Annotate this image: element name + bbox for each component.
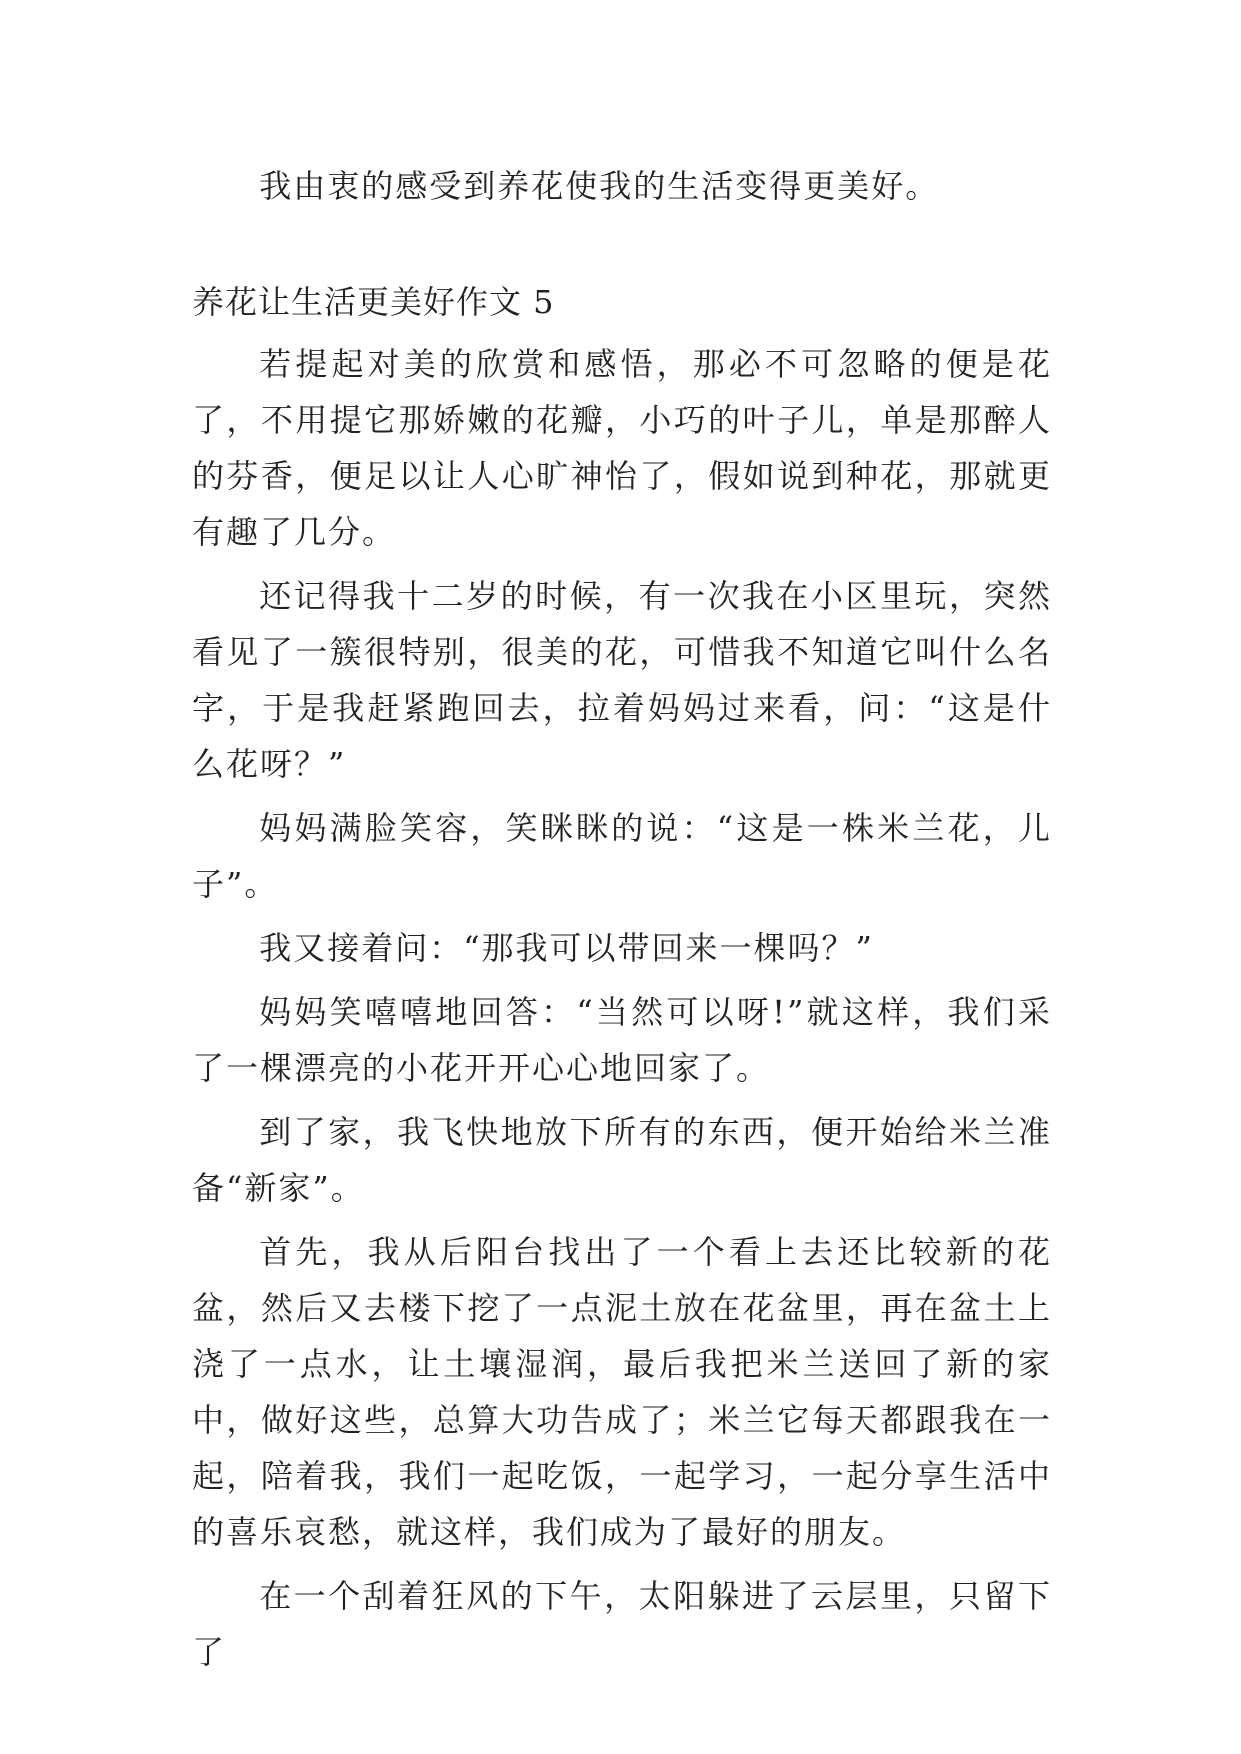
body-paragraph: 在一个刮着狂风的下午，太阳躲进了云层里，只留下了 [192, 1577, 1052, 1671]
body-paragraph: 还记得我十二岁的时候，有一次我在小区里玩，突然看见了一簇很特别，很美的花，可惜我不知道它叫什么名字，于是我赶紧跑回去，拉着妈妈过来看，问：“这是什么花呀？” [192, 577, 1052, 783]
body-paragraph: 妈妈满脸笑容，笑眯眯的说：“这是一株米兰花，儿子”。 [192, 809, 1052, 903]
body-paragraph: 若提起对美的欣赏和感悟，那必不可忽略的便是花了，不用提它那娇嫩的花瓣，小巧的叶子儿，单是那醉人的芬香，便足以让人心旷神怡了，假如说到种花，那就更有趣了几分。 [192, 345, 1052, 551]
body-paragraph: 妈妈笑嘻嘻地回答：“当然可以呀!”就这样，我们采了一棵漂亮的小花开开心心地回家了。 [192, 993, 1052, 1087]
intro-paragraph: 我由衷的感受到养花使我的生活变得更美好。 [259, 167, 940, 205]
body-paragraph: 首先，我从后阳台找出了一个看上去还比较新的花盆，然后又去楼下挖了一点泥土放在花盆里，再在盆土上浇了一点水，让土壤湿润，最后我把米兰送回了新的家中，做好这些，总算大功告成了；米兰它每天都跟我在一起，陪着我，我们一起吃饭，一起学习，一起分享生活中的喜乐哀愁，就这样，我们成为了最好的朋友。 [192, 1233, 1052, 1551]
essay-heading: 养花让生活更美好作文 5 [192, 283, 555, 321]
document-body [192, 158, 1052, 1680]
body-paragraph: 到了家，我飞快地放下所有的东西，便开始给米兰准备“新家”。 [192, 1113, 1052, 1207]
body-paragraph: 我又接着问：“那我可以带回来一棵吗？” [259, 929, 874, 967]
